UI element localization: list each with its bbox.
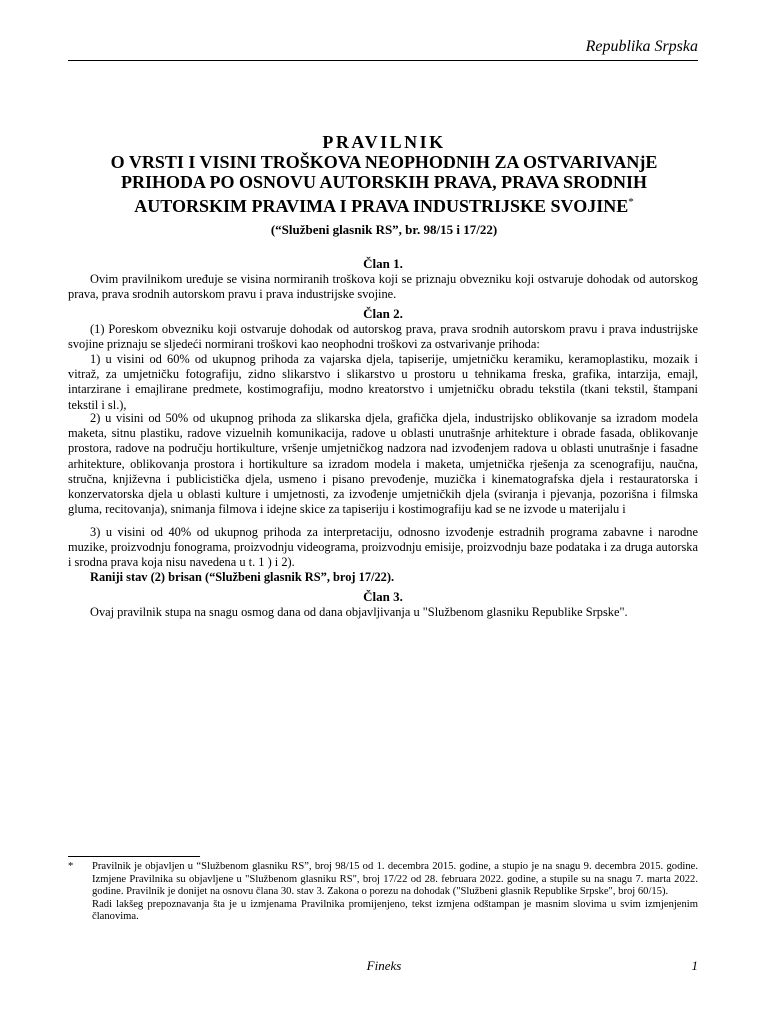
article-2-item-3: 3) u visini od 40% od ukupnog prihoda za interpretaciju, odnosno izvođenje estradnih programa zabavne i narodne muzike, proizvodnju fonograma, proizvodnju videograma, proizvodnju emisije, proizvodnju baze podataka i za druga autorska i srodna prava koja nisu navedena u t. 1 ) i 2). [68,525,698,570]
running-header [68,38,698,61]
article-2-amendment-note: Raniji stav (2) brisan (“Službeni glasnik RS”, broj 17/22). [90,570,395,584]
article-1-heading: Član 1. [363,256,403,271]
footnote [68,861,698,924]
footer-publisher: Fineks [366,958,402,973]
title-line-2: PRIHODA PO OSNOVU AUTORSKIH PRAVA, PRAVA SRODNIH [121,172,647,192]
title-main: PRAVILNIK [322,132,446,152]
article-2-heading: Član 2. [363,306,403,321]
footnote-divider [68,856,200,857]
article-2-item-1: 1) u visini od 60% od ukupnog prihoda za vajarska djela, tapiserije, umjetničku keramiku, keramoplastiku, mozaik i vitraž, za umjetničku fotografiju, zidno slikarstvo i slikarstvo u prostoru u tehnikama freska, grafika, intarzija, emajl, intarzirane i emajlirane predmete, kostimografiju, modno kreatorstvo i umjetničku obradu tekstila (tkani tekstil, štampani tekstil i sl.), [68,352,698,412]
article-3-heading: Član 3. [363,589,403,604]
article-3-paragraph: Ovaj pravilnik stupa na snagu osmog dana od dana objavljivanja u "Službenom glasniku Republike Srpske". [90,605,628,619]
title-footnote-mark: * [628,196,634,208]
article-1-paragraph: Ovim pravilnikom uređuje se visina normiranih troškova koji se priznaju obvezniku koji ostvaruje dohodak od autorskog prava, prava srodnih autorskom pravu i prava industrijske svojine. [68,272,698,302]
footnote-paragraph-1: Pravilnik je objavljen u “Službenom glasniku RS”, broj 98/15 od 1. decembra 2015. godine, a stupio je na snagu 9. decembra 2015. godine. Izmjene Pravilnika su objavljene u "Službenom glasniku RS", broj 17/22 od 28. februara 2022. godine, a stupile su na snagu 7. marta 2022. godine. Pravilnik je donijet na osnovu člana 30. stav 3. Zakona o porezu na dohodak ("Službeni glasnik Republike Srpske", broj 60/15). [92,861,698,898]
title-line-3-text: AUTORSKIM PRAVIMA I PRAVA INDUSTRIJSKE SVOJINE [134,196,629,216]
footnote-text [92,861,698,924]
article-2-paragraph-1: (1) Poreskom obvezniku koji ostvaruje dohodak od autorskog prava, prava srodnih autorskom pravu i prava industrijske svojine priznaju se sljedeći normirani troškovi kao neophodni troškovi za ostvarivanje prihoda: [68,322,698,352]
gazette-reference: (“Službeni glasnik RS”, br. 98/15 i 17/22) [270,222,498,237]
footnote-mark: * [68,861,74,872]
page-number: 1 [691,958,698,973]
article-2-item-2: 2) u visini od 50% od ukupnog prihoda za slikarska djela, grafička djela, industrijsko oblikovanje sa izradom modela maketa, sitnu plastiku, radove vizuelnih komunikacija, radove u oblasti unutrašnje arhitekture i obrade fasada, oblikovanje prostora, radove na području hortikulture, vršenje umjetničkog nadzora nad izvođenjem radova u oblasti unutrašnje i fasadne arhitekture, oblikovanja prostora i hortikulture sa izradom modela i maketa, umjetnička rješenja za scenografiju, naučna, stručna, književna i publicistička djela, usmeno i pisano prevođenje, muzička i kinematografska djela i restauratorska i konzervatorska djela u oblasti kulture i umjetnosti, za izvođenje umjetničkih djela (sviranja i pjevanja, pozorišna i filmska gluma, recitovanja), snimanja filmova i idejne skice za tapiseriju i kostimografiju kad se ne izvode u materijalu i [68,411,698,517]
document-title [60,132,708,238]
footnote-paragraph-2: Radi lakšeg prepoznavanja šta je u izmjenama Pravilnika promijenjeno, tekst izmjena odštampan je masnim slovima u svim izmjenjenim članovima. [92,898,698,923]
title-line-3 [60,192,708,216]
running-title: Republika Srpska [585,38,698,55]
title-line-1: O VRSTI I VISINI TROŠKOVA NEOPHODNIH ZA OSTVARIVANjE [110,152,658,172]
